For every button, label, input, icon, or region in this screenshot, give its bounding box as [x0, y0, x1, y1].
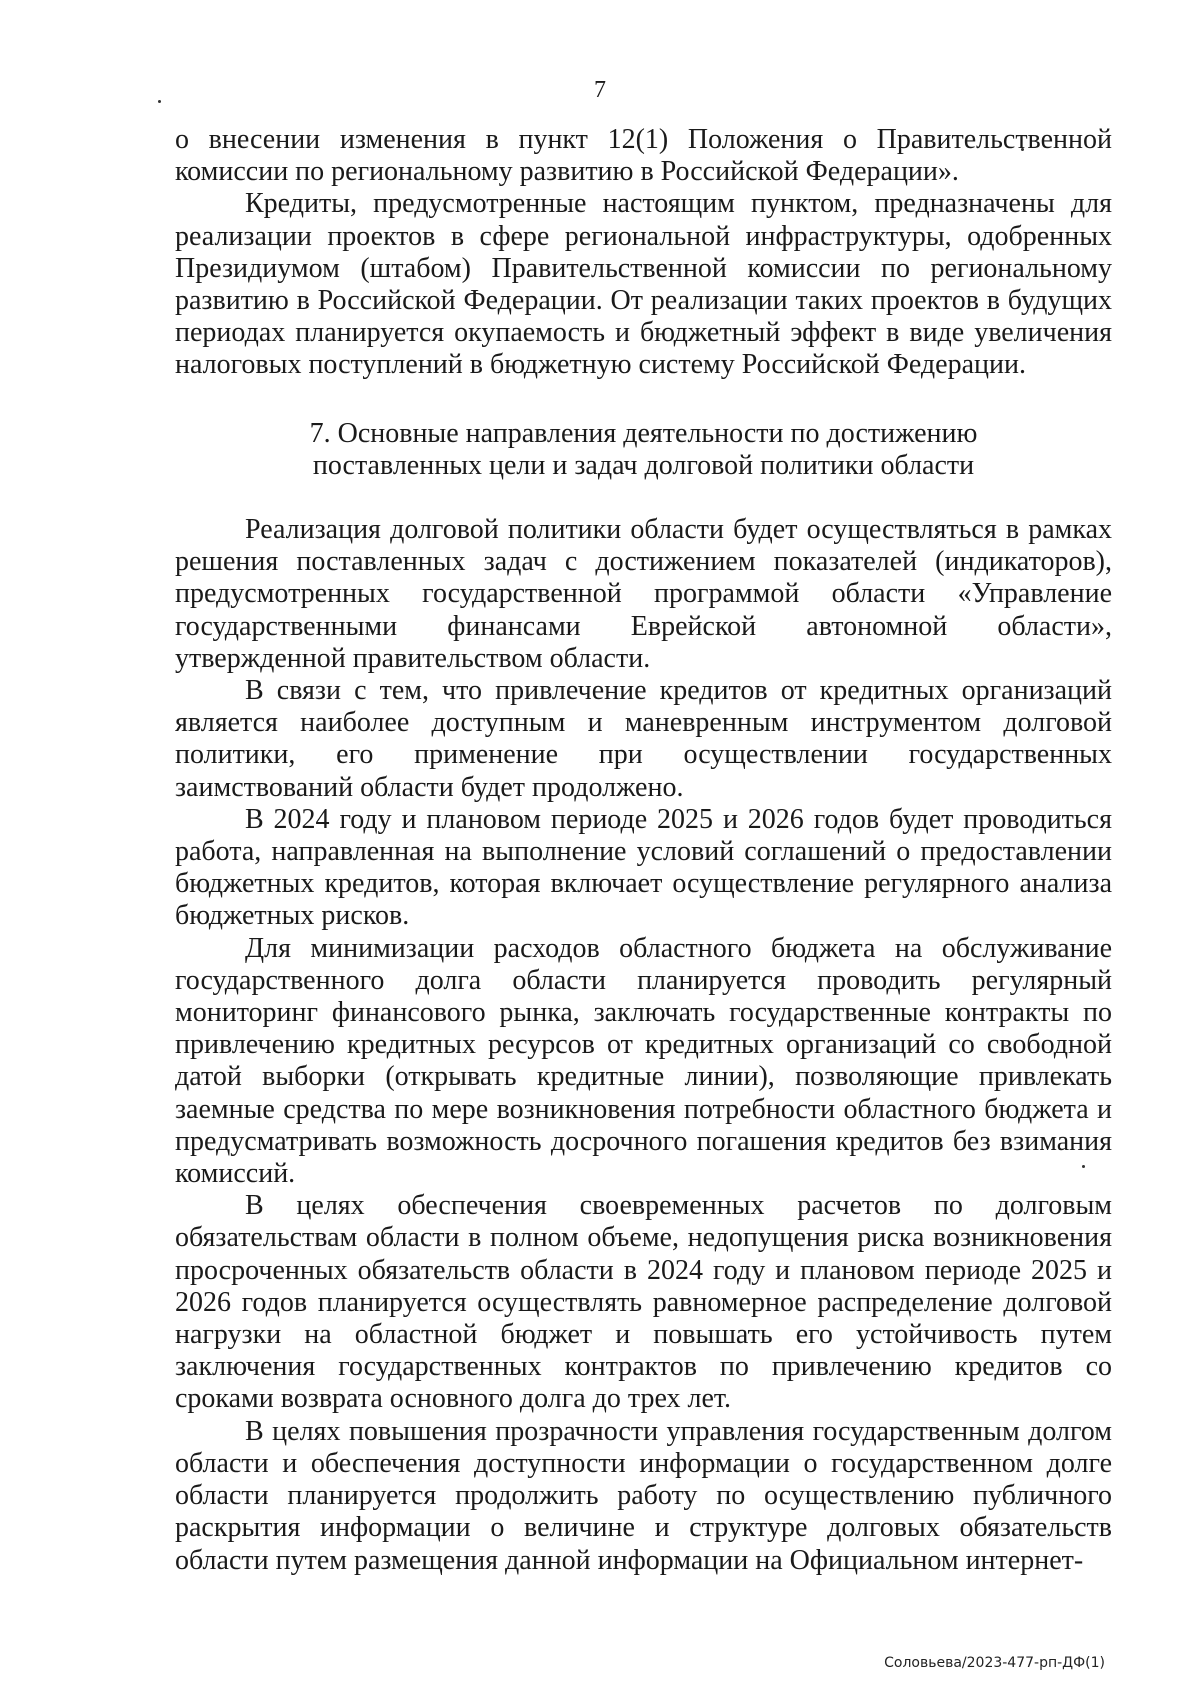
- paragraph: Реализация долговой политики области будет осуществляться в рамках решения поставленных задач с достижением показателей (индикаторов), предусмотренных государственной программой области «Управление государственными финансами Еврейской автономной области», утвержденной правительством области.: [175, 514, 1112, 674]
- page-number: 7: [594, 77, 606, 103]
- section-heading-line-2: поставленных цели и задач долговой политики области: [312, 450, 975, 482]
- main-text-block: [175, 514, 1112, 1577]
- paragraph-continuation: о внесении изменения в пункт 12(1) Положения о Правительственной комиссии по региональному развитию в Российской Федерации».: [175, 124, 1112, 188]
- paragraph: В целях повышения прозрачности управления государственным долгом области и обеспечения доступности информации о государственном долге области планируется продолжить работу по осуществлению публичного раскрытия информации о величине и структуре долговых обязательств области путем размещения данной информации на Официальном интернет-: [175, 1415, 1112, 1576]
- paragraph: Для минимизации расходов областного бюджета на обслуживание государственного долга области планируется проводить регулярный мониторинг финансового рынка, заключать государственные контракты по привлечению кредитных ресурсов от кредитных организаций со свободной датой выборки (открывать кредитные линии), позволяющие привлекать заемные средства по мере возникновения потребности областного бюджета и предусматривать возможность досрочного погашения кредитов без взимания комиссий.: [175, 932, 1112, 1190]
- paragraph: В целях обеспечения своевременных расчетов по долговым обязательствам области в полном объеме, недопущения риска возникновения просроченных обязательств области в 2024 году и плановом периоде 2025 и 2026 годов планируется осуществлять равномерное распределение долговой нагрузки на областной бюджет и повышать его устойчивость путем заключения государственных контрактов по привлечению кредитов со сроками возврата основного долга до трех лет.: [175, 1190, 1112, 1415]
- paragraph: В 2024 году и плановом периоде 2025 и 2026 годов будет проводиться работа, направленная на выполнение условий соглашений о предоставлении бюджетных кредитов, которая включает осуществление регулярного анализа бюджетных рисков.: [175, 803, 1112, 932]
- scan-speck: [158, 100, 161, 103]
- paragraph: Кредиты, предусмотренные настоящим пунктом, предназначены для реализации проектов в сфере региональной инфраструктуры, одобренных Президиумом (штабом) Правительственной комиссии по региональному развитию в Российской Федерации. От реализации таких проектов в будущих периодах планируется окупаемость и бюджетный эффект в виде увеличения налоговых поступлений в бюджетную систему Российской Федерации.: [175, 188, 1112, 381]
- paragraph: В связи с тем, что привлечение кредитов от кредитных организаций является наиболее доступным и маневренным инструментом долговой политики, его применение при осуществлении государственных заимствований области будет продолжено.: [175, 675, 1112, 803]
- document-code: Соловьева/2023-477-рп-ДФ(1): [884, 1655, 1105, 1671]
- section-heading: [175, 418, 1112, 482]
- top-text-block: [175, 124, 1112, 382]
- section-heading-line-1: 7. Основные направления деятельности по достижению: [309, 418, 978, 449]
